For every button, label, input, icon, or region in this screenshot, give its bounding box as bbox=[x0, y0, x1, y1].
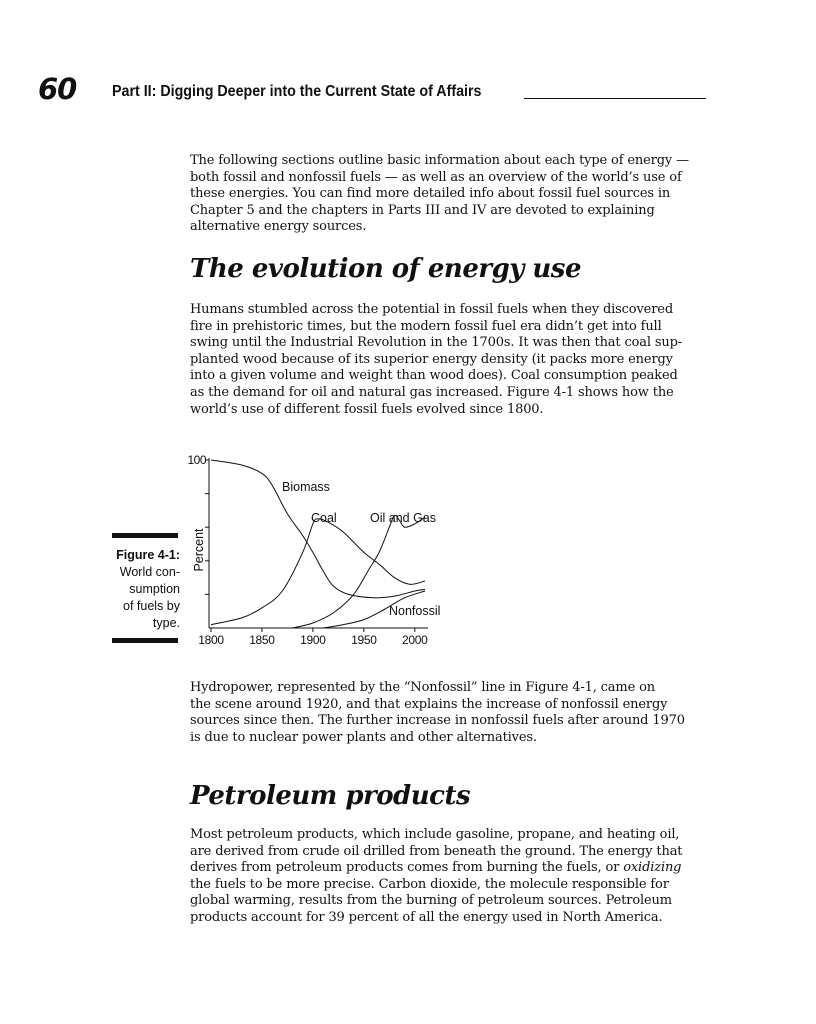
text-line: products account for 39 percent of all the energy used in North America. bbox=[190, 909, 663, 925]
y-axis-label: Percent bbox=[192, 528, 206, 572]
text-line: sources since then. The further increase in nonfossil fuels after around 1970 bbox=[190, 713, 685, 729]
text-line: the scene around 1920, and that explains the increase of nonfossil energy bbox=[190, 696, 668, 712]
text-line: global warming, results from the burning of petroleum sources. Petroleum bbox=[190, 893, 672, 909]
text-line: planted wood because of its superior energy density (it packs more energy bbox=[190, 351, 673, 367]
series-label-oil-and-gas: Oil and Gas bbox=[370, 511, 437, 525]
text-line: swing until the Industrial Revolution in the 1700s. It was then that coal sup- bbox=[190, 335, 683, 351]
text-line: as the demand for oil and natural gas increased. Figure 4-1 shows how the bbox=[190, 384, 674, 400]
text-line: The following sections outline basic information about each type of energy — bbox=[190, 153, 689, 168]
text-line: Chapter 5 and the chapters in Parts III and IV are devoted to explaining bbox=[190, 202, 655, 218]
text-line: Most petroleum products, which include gasoline, propane, and heating oil, bbox=[190, 827, 680, 842]
caption-line: type. bbox=[152, 616, 180, 630]
caption-line: of fuels by bbox=[123, 599, 180, 613]
hydropower-paragraph bbox=[190, 680, 702, 746]
series-label-coal: Coal bbox=[311, 511, 337, 525]
running-header-title: Part II: Digging Deeper into the Current State of Affairs bbox=[112, 83, 482, 100]
text-line: fire in prehistoric times, but the modern fossil fuel era didn’t get into full bbox=[190, 318, 662, 334]
series-label-biomass: Biomass bbox=[282, 480, 330, 494]
x-tick-label: 1900 bbox=[300, 633, 326, 647]
caption-line: sumption bbox=[129, 582, 180, 596]
text-line: the fuels to be more precise. Carbon dioxide, the molecule responsible for bbox=[190, 876, 669, 892]
emphasis-oxidizing: oxidizing bbox=[623, 860, 682, 876]
text-line: these energies. You can find more detailed info about fossil fuel sources in bbox=[190, 186, 671, 202]
text-line bbox=[190, 860, 702, 877]
text-line: is due to nuclear power plants and other alternatives. bbox=[190, 729, 537, 745]
y-tick-label: 100 bbox=[187, 453, 206, 467]
text-line: are derived from crude oil drilled from beneath the ground. The energy that bbox=[190, 843, 683, 859]
x-tick-label: 1800 bbox=[198, 633, 224, 647]
page-number: 60 bbox=[38, 72, 77, 106]
series-label-nonfossil: Nonfossil bbox=[389, 604, 441, 618]
text-line: into a given volume and weight than wood does). Coal consumption peaked bbox=[190, 368, 678, 384]
caption-line: World con- bbox=[119, 565, 180, 579]
figure-label: Figure 4-1: bbox=[116, 548, 180, 562]
text-line: Hydropower, represented by the “Nonfossil” line in Figure 4-1, came on bbox=[190, 680, 655, 695]
x-tick-label: 2000 bbox=[402, 633, 428, 647]
section-heading-evolution: The evolution of energy use bbox=[190, 254, 581, 284]
text-line: both fossil and nonfossil fuels — as well as an overview of the world’s use of bbox=[190, 169, 682, 185]
text-segment: derives from petroleum products comes from burning the fuels, or bbox=[190, 860, 624, 876]
petroleum-paragraph bbox=[190, 827, 702, 927]
x-tick-label: 1850 bbox=[249, 633, 275, 647]
text-line: alternative energy sources. bbox=[190, 219, 367, 235]
text-line: world’s use of different fossil fuels evolved since 1800. bbox=[190, 401, 544, 417]
text-line: Humans stumbled across the potential in fossil fuels when they discovered bbox=[190, 302, 673, 317]
section-heading-petroleum: Petroleum products bbox=[190, 781, 471, 811]
x-tick-label: 1950 bbox=[351, 633, 377, 647]
